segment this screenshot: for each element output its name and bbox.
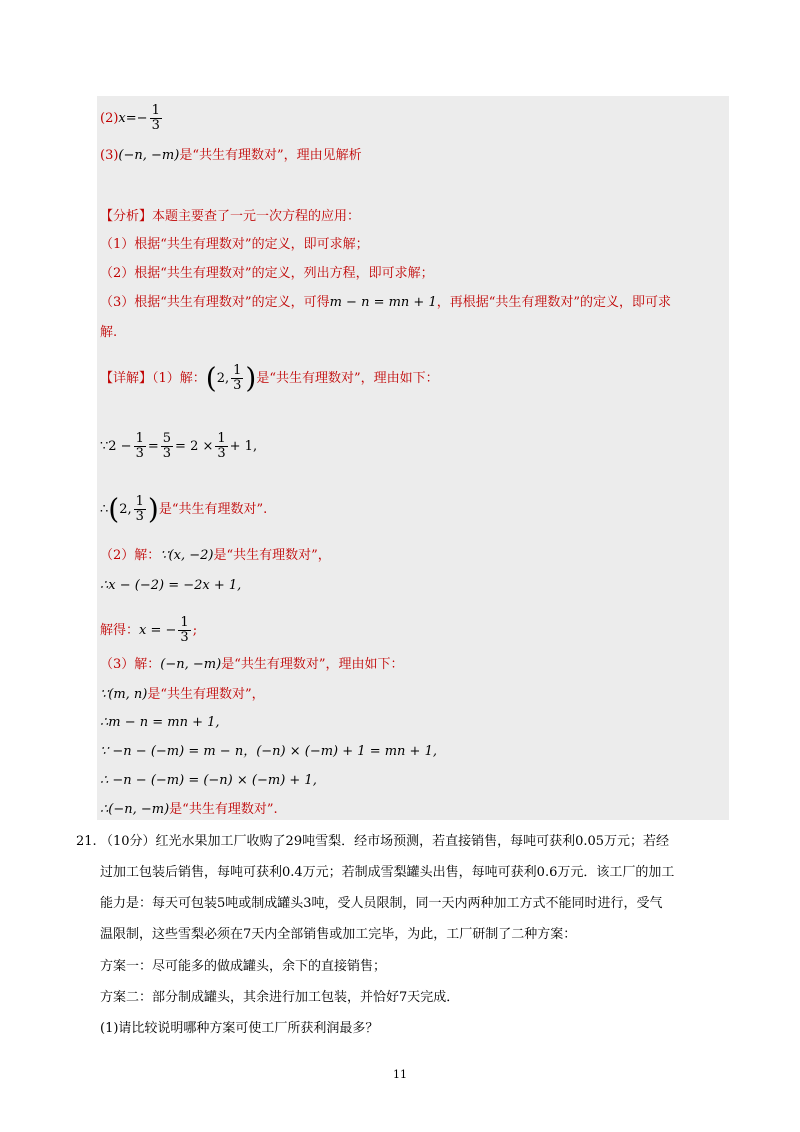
d2-den: 3 <box>180 630 189 645</box>
detail-3-l4: ∴ −n − (−m) = (−n) × (−m) + 1, <box>100 773 317 788</box>
analysis-1: （1）根据“共生有理数对”的定义，即可求解； <box>100 237 369 252</box>
analysis-intro-text: 本题主要查了一元一次方程的应用： <box>152 209 361 224</box>
analysis-3 <box>100 294 671 312</box>
question-number: 21. <box>76 834 97 849</box>
analysis-3-eq: m − n = mn + 1 <box>329 295 437 310</box>
part2-num: 1 <box>151 103 160 118</box>
question-line-7: (1)请比较说明哪种方案可使工厂所获利润最多？ <box>100 1021 379 1036</box>
detail-2-eq: ∴x − (−2) = −2x + 1, <box>100 578 242 593</box>
analysis-3a: （3）根据“共生有理数对”的定义，可得 <box>100 295 330 310</box>
d3-pair: (−n, −m) <box>160 657 222 672</box>
part2-var: x <box>118 111 126 126</box>
question-line-5: 方案一：尽可能多的做成罐头，余下的直接销售； <box>100 959 387 974</box>
question-line-3: 能力是：每天可包装5吨或制成罐头3吨，受人员限制，同一天内两种加工方式不能同时进行，受气 <box>100 896 663 911</box>
part2-label: (2) <box>100 111 119 126</box>
d1-f3-num: 1 <box>217 431 226 446</box>
d1-therefore: ∴ <box>100 502 109 517</box>
d1-conc-text: 是“共生有理数对”. <box>158 502 268 517</box>
d2-solve-label: 解得： <box>100 623 140 638</box>
question-line-4: 温限制，这些雪梨必须在7天内全部销售或加工完毕，为此，工厂研制了二种方案： <box>100 927 577 942</box>
detail-3-l3: ∵ −n − (−m) = m − n，(−n) × (−m) + 1 = mn + 1, <box>100 744 437 759</box>
part2-eq: = <box>125 111 137 126</box>
detail-1-text: 是“共生有理数对”，理由如下： <box>256 371 439 386</box>
analysis-3b: ，再根据“共生有理数对”的定义，即可求 <box>436 295 672 310</box>
d1-tail: + 1, <box>229 439 258 454</box>
detail-3-l1 <box>100 686 265 704</box>
detail-1-conclusion: ∴(2, $\frac{1}{3}$ )是“共生有理数对”. <box>100 492 268 526</box>
d2-lead: （2）解： <box>100 548 161 563</box>
d2-text: 是“共生有理数对”， <box>213 548 331 563</box>
detail-1-pair-left: 2, <box>216 371 230 386</box>
analysis-tag: 【分析】 <box>100 209 153 224</box>
d1-conc-pair-left: 2, <box>119 502 132 517</box>
d2-end: ; <box>192 623 198 638</box>
part3-label: (3) <box>100 148 119 163</box>
d1-f1-den: 3 <box>135 446 144 461</box>
detail-1-lead: （1）解： <box>152 371 206 386</box>
question-line-6: 方案二：部分制成罐头，其余进行加工包装，并恰好7天完成． <box>100 990 460 1005</box>
d2-num: 1 <box>180 615 189 630</box>
d2-because: ∵(x, −2) <box>160 548 214 563</box>
d3-l1-pair: ∵(m, n) <box>100 687 148 702</box>
detail-1 <box>100 361 439 395</box>
d3-l5-pair: ∴(−n, −m) <box>100 802 170 817</box>
d3-l5-text: 是“共生有理数对”. <box>169 802 278 817</box>
detail-3-l5 <box>100 801 278 819</box>
detail-2 <box>100 547 331 565</box>
d1-eq2: = 2 × <box>175 439 214 454</box>
detail-3 <box>100 656 403 674</box>
analysis-2: （2）根据“共生有理数对”的定义，列出方程，即可求解； <box>100 266 434 281</box>
detail-2-solve <box>100 616 197 645</box>
page-number: 11 <box>393 1068 407 1081</box>
d1-conc-den: 3 <box>135 509 144 524</box>
d1-f3-den: 3 <box>217 446 226 461</box>
part2-den: 3 <box>151 118 160 133</box>
detail-1-pair: (2, $\frac{1}{3}$ ) <box>205 361 257 395</box>
detail-1-pair-num: 1 <box>233 363 242 378</box>
part2-minus: − <box>136 111 148 126</box>
detail-1-because <box>100 432 257 461</box>
d2-x: x = − <box>139 623 177 638</box>
d1-because-lead: ∵2 − <box>100 439 132 454</box>
d1-f1-num: 1 <box>135 431 144 446</box>
question-line-1: （10分）红光水果加工厂收购了29吨雪梨．经市场预测，若直接销售，每吨可获利0.05万元；若经 <box>100 834 670 849</box>
part3-pair: (−n, −m) <box>118 148 180 163</box>
part3-text: 是“共生有理数对”，理由见解析 <box>179 148 362 163</box>
analysis-intro <box>100 208 360 226</box>
answer-part3 <box>100 147 362 165</box>
d3-lead: （3）解： <box>100 657 161 672</box>
analysis-3c: 解. <box>100 325 118 340</box>
detail-1-pair-den: 3 <box>233 378 242 393</box>
part2-fraction <box>150 104 162 133</box>
d1-f2-den: 3 <box>162 446 172 461</box>
d1-conc-num: 1 <box>135 494 144 509</box>
d1-eq1: = <box>147 439 159 454</box>
answer-part2 <box>100 104 164 133</box>
d1-f2-num: 5 <box>162 431 172 446</box>
d3-text: 是“共生有理数对”，理由如下： <box>221 657 404 672</box>
detail-3-l2: ∴m − n = mn + 1, <box>100 715 220 730</box>
d3-l1-text: 是“共生有理数对”， <box>147 687 265 702</box>
detail-tag: 【详解】 <box>100 371 153 386</box>
question-line-2: 过加工包装后销售，每吨可获利0.4万元；若制成雪梨罐头出售，每吨可获利0.6万元．该工厂的加工 <box>100 865 675 880</box>
